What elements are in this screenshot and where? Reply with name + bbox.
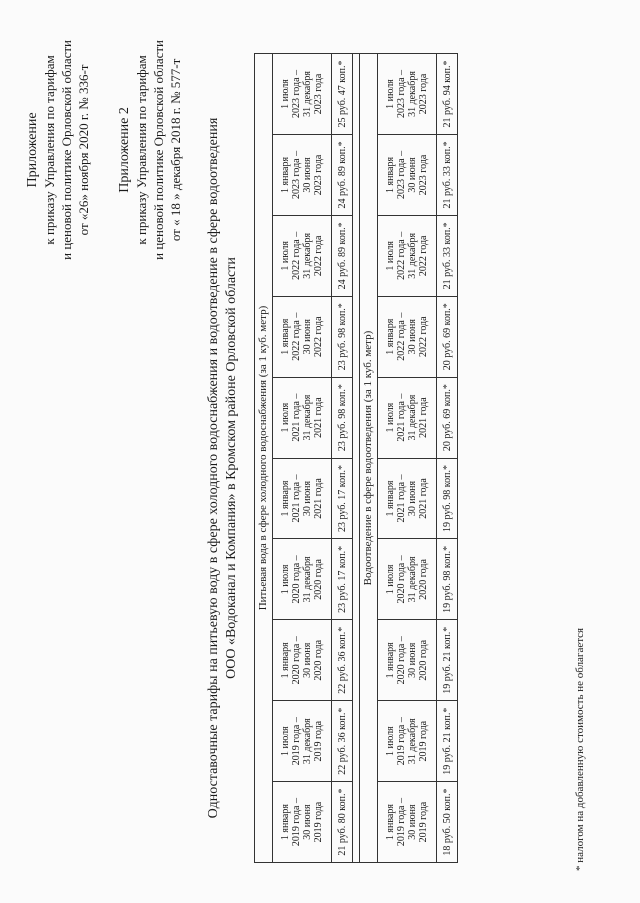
- appendix-2-line: и ценовой политике Орловской области: [151, 40, 166, 260]
- period-line: 1 января: [385, 480, 396, 517]
- period-cell: [378, 134, 437, 215]
- appendix-1-title: Приложение: [25, 112, 40, 188]
- period-line: 31 декабря: [302, 556, 313, 603]
- period-cell: [273, 701, 332, 782]
- tariff-value-cell: 19 руб. 98 коп.*: [437, 539, 458, 620]
- period-cell: [273, 539, 332, 620]
- period-line: 2020 года –: [291, 555, 302, 604]
- tariff-value-row: [437, 54, 458, 863]
- period-cell: [378, 54, 437, 135]
- period-line: 30 июня: [407, 157, 418, 193]
- period-line: 2020 года: [313, 639, 324, 681]
- tariff-value-row: [332, 54, 353, 863]
- section-title: Водоотведение в сфере водоотведения (за 1 куб. метр): [360, 54, 378, 863]
- tariff-value-cell: 24 руб. 89 коп.*: [332, 134, 353, 215]
- appendix-2-line: от « 18 » декабря 2018 г. № 577-т: [168, 58, 183, 242]
- period-cell: [378, 782, 437, 863]
- period-line: 30 июня: [407, 319, 418, 355]
- period-line: 31 декабря: [407, 556, 418, 603]
- tariff-value-cell: 20 руб. 69 коп.*: [437, 296, 458, 377]
- period-line: 31 декабря: [407, 718, 418, 765]
- appendix-1-line: к приказу Управления по тарифам: [42, 55, 57, 245]
- period-line: 31 декабря: [302, 232, 313, 279]
- period-line: 2023 года: [418, 73, 429, 115]
- tariff-value-cell: 19 руб. 21 коп.*: [437, 620, 458, 701]
- period-row: [273, 54, 332, 863]
- section-title-row: [255, 54, 273, 863]
- period-line: 2019 года –: [396, 798, 407, 847]
- period-cell: [378, 377, 437, 458]
- period-line: 2021 года –: [396, 474, 407, 523]
- period-line: 1 июля: [280, 402, 291, 433]
- period-cell: [378, 215, 437, 296]
- period-line: 1 июля: [280, 79, 291, 109]
- period-line: 2023 года –: [396, 69, 407, 119]
- tariff-value-cell: 23 руб. 98 коп.*: [332, 296, 353, 377]
- period-line: 30 июня: [302, 804, 313, 840]
- period-line: 2021 года: [418, 478, 429, 519]
- period-cell: [378, 458, 437, 539]
- period-line: 2023 года: [313, 73, 324, 115]
- period-cell: [378, 296, 437, 377]
- period-line: 2019 года: [418, 720, 429, 762]
- period-line: 2023 года: [418, 154, 429, 196]
- period-line: 1 января: [385, 804, 396, 841]
- tariff-value-cell: 21 руб. 94 коп.*: [437, 54, 458, 135]
- period-line: 1 июля: [280, 726, 291, 756]
- period-line: 2022 года –: [396, 312, 407, 361]
- period-line: 1 июля: [385, 564, 396, 595]
- period-line: 30 июня: [407, 642, 418, 678]
- period-cell: [273, 782, 332, 863]
- period-line: 2020 года: [313, 559, 324, 600]
- period-cell: [273, 134, 332, 215]
- appendix-1-line: от «26» ноября 2020 г. № 336-т: [76, 64, 91, 236]
- period-line: 2020 года –: [291, 636, 302, 685]
- period-line: 2023 года –: [291, 150, 302, 199]
- appendix-2-header: [116, 40, 184, 260]
- period-cell: [273, 296, 332, 377]
- spacer-cell: [353, 54, 360, 863]
- tariff-value-cell: 21 руб. 33 коп.*: [437, 134, 458, 215]
- period-line: 30 июня: [407, 804, 418, 840]
- period-line: 2022 года: [313, 235, 324, 277]
- period-line: 31 декабря: [407, 232, 418, 279]
- tariff-value-cell: 21 руб. 80 коп.*: [332, 782, 353, 863]
- document-title-line: Одноставочные тарифы на питьевую воду в сфере холодного водоснабжения и водоотведение в сфере водоотведения: [206, 117, 221, 819]
- period-line: 1 января: [280, 642, 291, 679]
- period-line: 2021 года –: [291, 474, 302, 523]
- period-line: 2019 года –: [291, 798, 302, 847]
- period-line: 1 января: [385, 642, 396, 679]
- period-line: 1 июля: [280, 564, 291, 595]
- period-line: 2020 года: [418, 639, 429, 681]
- document-title: [205, 73, 241, 863]
- period-line: 2019 года –: [291, 717, 302, 766]
- period-line: 1 января: [280, 318, 291, 355]
- period-line: 2021 года: [418, 397, 429, 438]
- period-line: 2021 года –: [291, 393, 302, 442]
- period-cell: [378, 539, 437, 620]
- period-line: 31 декабря: [302, 718, 313, 765]
- period-line: 31 декабря: [407, 71, 418, 117]
- period-line: 2023 года –: [396, 150, 407, 199]
- period-line: 30 июня: [302, 319, 313, 355]
- tariff-value-cell: 24 руб. 89 коп.*: [332, 215, 353, 296]
- tariff-value-cell: 19 руб. 98 коп.*: [437, 458, 458, 539]
- period-line: 2020 года: [418, 559, 429, 600]
- period-line: 30 июня: [302, 642, 313, 678]
- tariff-table-body: [255, 54, 458, 863]
- period-line: 2019 года: [313, 801, 324, 843]
- period-line: 30 июня: [302, 480, 313, 517]
- tariff-value-cell: 22 руб. 36 коп.*: [332, 620, 353, 701]
- section-title-row: [360, 54, 378, 863]
- period-line: 1 января: [280, 480, 291, 517]
- period-cell: [273, 377, 332, 458]
- section-title: Питьевая вода в сфере холодного водоснабжения (за 1 куб. метр): [255, 54, 273, 863]
- period-line: 2021 года –: [396, 393, 407, 442]
- period-line: 2019 года: [418, 801, 429, 843]
- period-line: 2023 года –: [291, 69, 302, 119]
- period-line: 31 декабря: [302, 394, 313, 441]
- period-line: 2020 года –: [396, 555, 407, 604]
- period-line: 2022 года: [313, 316, 324, 358]
- period-line: 1 января: [385, 318, 396, 355]
- appendix-1-header: [24, 40, 92, 260]
- document-title-line: ООО «Водоканал и Компания» в Кромском районе Орловской области: [224, 257, 239, 679]
- period-line: 1 января: [280, 804, 291, 841]
- tariff-table: [254, 53, 458, 863]
- period-line: 1 июля: [385, 79, 396, 109]
- period-line: 1 июля: [385, 240, 396, 271]
- period-line: 2021 года: [313, 478, 324, 519]
- appendix-2-title: Приложение 2: [117, 107, 132, 193]
- period-line: 1 июля: [385, 726, 396, 756]
- period-line: 1 июля: [385, 402, 396, 433]
- period-line: 31 декабря: [407, 394, 418, 441]
- period-line: 2019 года: [313, 720, 324, 762]
- section-spacer-row: [353, 54, 360, 863]
- period-line: 2022 года –: [291, 312, 302, 361]
- period-line: 2019 года –: [396, 717, 407, 766]
- period-line: 30 июня: [302, 157, 313, 193]
- appendix-1-line: и ценовой политике Орловской области: [59, 40, 74, 260]
- period-cell: [273, 54, 332, 135]
- period-cell: [378, 620, 437, 701]
- period-line: 2020 года –: [396, 636, 407, 685]
- period-line: 2022 года: [418, 235, 429, 277]
- period-line: 1 января: [385, 156, 396, 193]
- period-row: [378, 54, 437, 863]
- tariff-value-cell: 20 руб. 69 коп.*: [437, 377, 458, 458]
- period-line: 2023 года: [313, 154, 324, 196]
- tariff-value-cell: 19 руб. 21 коп.*: [437, 701, 458, 782]
- period-line: 2022 года –: [291, 231, 302, 280]
- appendix-2-line: к приказу Управления по тарифам: [134, 55, 149, 245]
- tariff-value-cell: 21 руб. 33 коп.*: [437, 215, 458, 296]
- tariff-value-cell: 25 руб. 47 коп.*: [332, 54, 353, 135]
- tariff-value-cell: 22 руб. 36 коп.*: [332, 701, 353, 782]
- tariff-value-cell: 18 руб. 50 коп.*: [437, 782, 458, 863]
- period-cell: [273, 620, 332, 701]
- tariff-value-cell: 23 руб. 17 коп.*: [332, 458, 353, 539]
- period-line: 30 июня: [407, 480, 418, 517]
- footnote: * налогом на добавленную стоимость не облагается: [574, 627, 586, 871]
- tariff-value-cell: 23 руб. 98 коп.*: [332, 377, 353, 458]
- period-line: 2022 года –: [396, 231, 407, 280]
- period-line: 31 декабря: [302, 71, 313, 117]
- tariff-value-cell: 23 руб. 17 коп.*: [332, 539, 353, 620]
- period-cell: [273, 458, 332, 539]
- period-cell: [273, 215, 332, 296]
- period-line: 1 января: [280, 156, 291, 193]
- period-line: 2022 года: [418, 316, 429, 358]
- period-cell: [378, 701, 437, 782]
- period-line: 2021 года: [313, 397, 324, 438]
- period-line: 1 июля: [280, 240, 291, 271]
